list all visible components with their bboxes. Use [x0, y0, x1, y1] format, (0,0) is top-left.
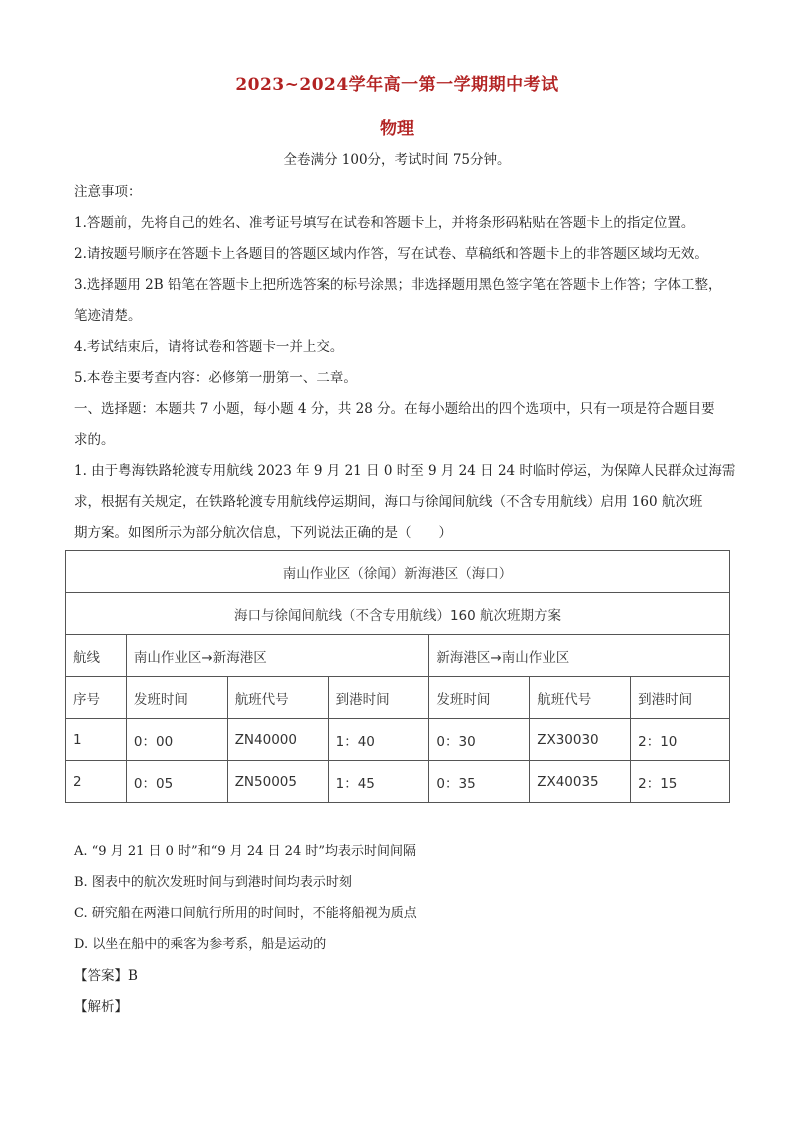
table-row	[66, 719, 730, 761]
option-a: A. “9 月 21 日 0 时”和“9 月 24 日 24 时”均表示时间间隔	[74, 844, 416, 859]
column-header: 发班时间	[126, 677, 227, 719]
exam-title: 2023~2024学年高一第一学期期中考试	[235, 75, 559, 95]
route-b: 新海港区→南山作业区	[429, 635, 730, 677]
column-header: 发班时间	[429, 677, 530, 719]
notice-item: 笔迹清楚。	[74, 308, 142, 324]
section-instruction: 一、选择题：本题共 7 小题，每小题 4 分，共 28 分。在每小题给出的四个选项中，只有一项是符合题目要	[74, 401, 715, 417]
answer-label: 【答案】B	[74, 968, 138, 984]
ferry-schedule-table	[65, 550, 730, 803]
table-cell: 1：45	[328, 761, 429, 803]
table-cell: ZN50005	[227, 761, 328, 803]
table-cell: 0：35	[429, 761, 530, 803]
column-header: 到港时间	[631, 677, 730, 719]
table-cell: 2：10	[631, 719, 730, 761]
section-instruction-cont: 求的。	[74, 432, 115, 448]
table-cell: 2：15	[631, 761, 730, 803]
notice-item: 1.答题前，先将自己的姓名、准考证号填写在试卷和答题卡上，并将条形码粘贴在答题卡上的指定位置。	[74, 215, 695, 231]
notice-item: 3.选择题用 2B 铅笔在答题卡上把所选答案的标号涂黑；非选择题用黑色签字笔在答题卡上作答；字体工整，	[74, 277, 722, 293]
table-plan-row: 海口与徐闻间航线（不含专用航线）160 航次班期方案	[66, 593, 730, 635]
table-cell: ZN40000	[227, 719, 328, 761]
column-header: 航班代号	[227, 677, 328, 719]
exam-meta: 全卷满分 100分，考试时间 75分钟。	[283, 152, 511, 168]
notice-item: 5.本卷主要考查内容：必修第一册第一、二章。	[74, 370, 357, 386]
table-row	[66, 761, 730, 803]
table-cell: ZX30030	[530, 719, 631, 761]
question-1-stem: 1. 由于粤海铁路轮渡专用航线 2023 年 9 月 21 日 0 时至 9 月 24 日 24 时临时停运，为保障人民群众过海需	[74, 463, 736, 479]
analysis-label: 【解析】	[74, 999, 128, 1015]
subject-title: 物理	[380, 119, 414, 139]
table-cell: 0：30	[429, 719, 530, 761]
column-header: 序号	[66, 677, 127, 719]
notice-item: 2.请按题号顺序在答题卡上各题目的答题区域内作答，写在试卷、草稿纸和答题卡上的非答题区域均无效。	[74, 246, 708, 262]
table-cell: 0：05	[126, 761, 227, 803]
question-1-stem-cont: 求，根据有关规定，在铁路轮渡专用航线停运期间，海口与徐闻间航线（不含专用航线）启用 160 航次班	[74, 494, 703, 510]
option-d: D. 以坐在船中的乘客为参考系，船是运动的	[74, 937, 327, 952]
table-cell: 1	[66, 719, 127, 761]
option-c: C. 研究船在两港口间航行所用的时间时，不能将船视为质点	[74, 906, 417, 921]
notice-heading: 注意事项：	[74, 184, 142, 200]
option-b: B. 图表中的航次发班时间与到港时间均表示时刻	[74, 875, 352, 890]
table-cell: ZX40035	[530, 761, 631, 803]
column-header: 到港时间	[328, 677, 429, 719]
table-cell: 1：40	[328, 719, 429, 761]
table-header-row	[66, 677, 730, 719]
column-header: 航班代号	[530, 677, 631, 719]
notice-item: 4.考试结束后，请将试卷和答题卡一并上交。	[74, 339, 344, 355]
route-label: 航线	[66, 635, 127, 677]
route-a: 南山作业区→新海港区	[126, 635, 429, 677]
table-cell: 2	[66, 761, 127, 803]
table-title-row: 南山作业区（徐闻）新海港区（海口）	[66, 551, 730, 593]
table-cell: 0：00	[126, 719, 227, 761]
question-1-stem-end: 期方案。如图所示为部分航次信息，下列说法正确的是（ ）	[74, 525, 452, 541]
